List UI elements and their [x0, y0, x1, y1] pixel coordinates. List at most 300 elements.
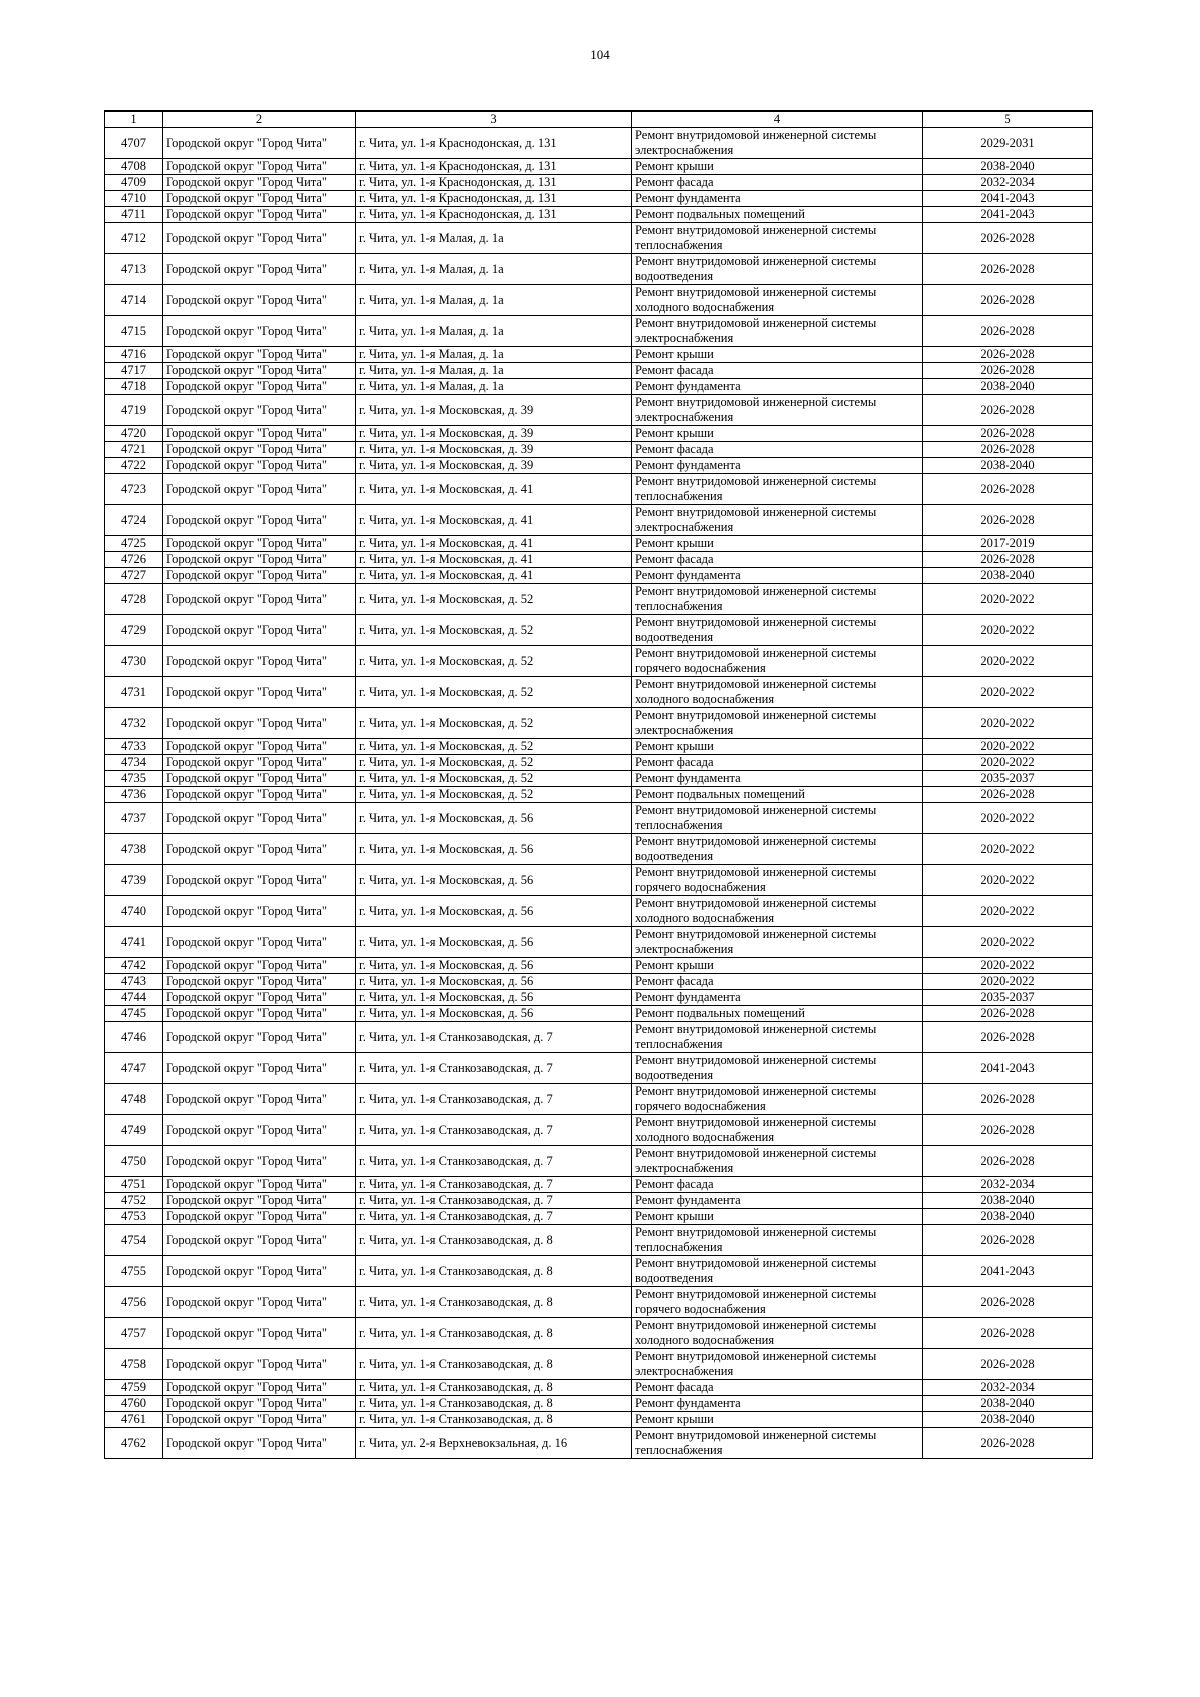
- row-number-cell: 4754: [105, 1225, 163, 1256]
- address-cell: г. Чита, ул. 1-я Станкозаводская, д. 7: [356, 1209, 632, 1225]
- row-number-cell: 4756: [105, 1287, 163, 1318]
- table-row: [105, 426, 1093, 442]
- table-row: [105, 1193, 1093, 1209]
- row-number-cell: 4747: [105, 1053, 163, 1084]
- table-row: [105, 159, 1093, 175]
- period-cell: 2038-2040: [923, 1412, 1093, 1428]
- address-cell: г. Чита, ул. 1-я Московская, д. 56: [356, 974, 632, 990]
- table-row: [105, 1318, 1093, 1349]
- work-type-cell: Ремонт внутридомовой инженерной системы электроснабжения: [632, 708, 923, 739]
- table-row: [105, 347, 1093, 363]
- table-row: [105, 191, 1093, 207]
- row-number-cell: 4751: [105, 1177, 163, 1193]
- municipality-cell: Городской округ "Город Чита": [163, 1287, 356, 1318]
- period-cell: 2020-2022: [923, 927, 1093, 958]
- table-row: [105, 646, 1093, 677]
- row-number-cell: 4762: [105, 1428, 163, 1459]
- work-type-cell: Ремонт фундамента: [632, 1193, 923, 1209]
- period-cell: 2026-2028: [923, 1146, 1093, 1177]
- work-type-cell: Ремонт крыши: [632, 958, 923, 974]
- row-number-cell: 4729: [105, 615, 163, 646]
- address-cell: г. Чита, ул. 1-я Московская, д. 41: [356, 552, 632, 568]
- row-number-cell: 4760: [105, 1396, 163, 1412]
- period-cell: 2026-2028: [923, 1084, 1093, 1115]
- municipality-cell: Городской округ "Город Чита": [163, 347, 356, 363]
- municipality-cell: Городской округ "Город Чита": [163, 159, 356, 175]
- period-cell: 2026-2028: [923, 787, 1093, 803]
- work-type-cell: Ремонт фундамента: [632, 771, 923, 787]
- table-row: [105, 474, 1093, 505]
- work-type-cell: Ремонт фундамента: [632, 379, 923, 395]
- table-row: [105, 1380, 1093, 1396]
- period-cell: 2032-2034: [923, 1177, 1093, 1193]
- address-cell: г. Чита, ул. 1-я Краснодонская, д. 131: [356, 128, 632, 159]
- period-cell: 2026-2028: [923, 395, 1093, 426]
- period-cell: 2020-2022: [923, 739, 1093, 755]
- work-type-cell: Ремонт внутридомовой инженерной системы теплоснабжения: [632, 1428, 923, 1459]
- column-header: 5: [923, 111, 1093, 128]
- work-type-cell: Ремонт внутридомовой инженерной системы электроснабжения: [632, 505, 923, 536]
- municipality-cell: Городской округ "Город Чита": [163, 1256, 356, 1287]
- period-cell: 2020-2022: [923, 834, 1093, 865]
- municipality-cell: Городской округ "Город Чита": [163, 755, 356, 771]
- period-cell: 2026-2028: [923, 1225, 1093, 1256]
- row-number-cell: 4742: [105, 958, 163, 974]
- table-row: [105, 1349, 1093, 1380]
- address-cell: г. Чита, ул. 1-я Московская, д. 56: [356, 990, 632, 1006]
- municipality-cell: Городской округ "Город Чита": [163, 708, 356, 739]
- period-cell: 2020-2022: [923, 974, 1093, 990]
- period-cell: 2026-2028: [923, 1318, 1093, 1349]
- table-row: [105, 927, 1093, 958]
- municipality-cell: Городской округ "Город Чита": [163, 990, 356, 1006]
- period-cell: 2026-2028: [923, 1022, 1093, 1053]
- work-type-cell: Ремонт фундамента: [632, 191, 923, 207]
- address-cell: г. Чита, ул. 1-я Московская, д. 56: [356, 834, 632, 865]
- municipality-cell: Городской округ "Город Чита": [163, 974, 356, 990]
- municipality-cell: Городской округ "Город Чита": [163, 568, 356, 584]
- table-row: [105, 128, 1093, 159]
- period-cell: 2026-2028: [923, 1006, 1093, 1022]
- address-cell: г. Чита, ул. 1-я Малая, д. 1а: [356, 363, 632, 379]
- address-cell: г. Чита, ул. 1-я Станкозаводская, д. 8: [356, 1349, 632, 1380]
- table-row: [105, 207, 1093, 223]
- table-row: [105, 1412, 1093, 1428]
- municipality-cell: Городской округ "Город Чита": [163, 927, 356, 958]
- period-cell: 2020-2022: [923, 865, 1093, 896]
- table-row: [105, 505, 1093, 536]
- table-row: [105, 958, 1093, 974]
- row-number-cell: 4757: [105, 1318, 163, 1349]
- row-number-cell: 4725: [105, 536, 163, 552]
- municipality-cell: Городской округ "Город Чита": [163, 584, 356, 615]
- table-row: [105, 254, 1093, 285]
- row-number-cell: 4730: [105, 646, 163, 677]
- table-row: [105, 974, 1093, 990]
- municipality-cell: Городской округ "Город Чита": [163, 379, 356, 395]
- municipality-cell: Городской округ "Город Чита": [163, 615, 356, 646]
- row-number-cell: 4761: [105, 1412, 163, 1428]
- page-number: 104: [590, 47, 610, 62]
- work-type-cell: Ремонт внутридомовой инженерной системы холодного водоснабжения: [632, 896, 923, 927]
- municipality-cell: Городской округ "Город Чита": [163, 1115, 356, 1146]
- municipality-cell: Городской округ "Город Чита": [163, 1428, 356, 1459]
- address-cell: г. Чита, ул. 1-я Малая, д. 1а: [356, 347, 632, 363]
- address-cell: г. Чита, ул. 1-я Московская, д. 41: [356, 474, 632, 505]
- work-type-cell: Ремонт внутридомовой инженерной системы холодного водоснабжения: [632, 677, 923, 708]
- municipality-cell: Городской округ "Город Чита": [163, 1053, 356, 1084]
- address-cell: г. Чита, ул. 1-я Московская, д. 52: [356, 646, 632, 677]
- period-cell: 2020-2022: [923, 803, 1093, 834]
- work-type-cell: Ремонт крыши: [632, 426, 923, 442]
- table-row: [105, 536, 1093, 552]
- row-number-cell: 4715: [105, 316, 163, 347]
- table-row: [105, 552, 1093, 568]
- row-number-cell: 4707: [105, 128, 163, 159]
- row-number-cell: 4750: [105, 1146, 163, 1177]
- work-type-cell: Ремонт фасада: [632, 1177, 923, 1193]
- table-row: [105, 990, 1093, 1006]
- work-type-cell: Ремонт внутридомовой инженерной системы электроснабжения: [632, 316, 923, 347]
- address-cell: г. Чита, ул. 1-я Московская, д. 52: [356, 677, 632, 708]
- address-cell: г. Чита, ул. 1-я Краснодонская, д. 131: [356, 207, 632, 223]
- work-type-cell: Ремонт фасада: [632, 755, 923, 771]
- table-row: [105, 1428, 1093, 1459]
- address-cell: г. Чита, ул. 1-я Московская, д. 56: [356, 896, 632, 927]
- period-cell: 2038-2040: [923, 1193, 1093, 1209]
- row-number-cell: 4728: [105, 584, 163, 615]
- column-header: 3: [356, 111, 632, 128]
- table-row: [105, 803, 1093, 834]
- work-type-cell: Ремонт фундамента: [632, 1396, 923, 1412]
- municipality-cell: Городской округ "Город Чита": [163, 865, 356, 896]
- period-cell: 2020-2022: [923, 584, 1093, 615]
- address-cell: г. Чита, ул. 1-я Московская, д. 52: [356, 584, 632, 615]
- row-number-cell: 4722: [105, 458, 163, 474]
- address-cell: г. Чита, ул. 1-я Московская, д. 39: [356, 395, 632, 426]
- address-cell: г. Чита, ул. 1-я Московская, д. 39: [356, 458, 632, 474]
- municipality-cell: Городской округ "Город Чита": [163, 536, 356, 552]
- period-cell: 2026-2028: [923, 254, 1093, 285]
- period-cell: 2038-2040: [923, 379, 1093, 395]
- table-row: [105, 1225, 1093, 1256]
- row-number-cell: 4746: [105, 1022, 163, 1053]
- period-cell: 2035-2037: [923, 771, 1093, 787]
- period-cell: 2032-2034: [923, 175, 1093, 191]
- table-row: [105, 442, 1093, 458]
- row-number-cell: 4721: [105, 442, 163, 458]
- work-type-cell: Ремонт подвальных помещений: [632, 1006, 923, 1022]
- table-row: [105, 896, 1093, 927]
- table-row: [105, 379, 1093, 395]
- municipality-cell: Городской округ "Город Чита": [163, 223, 356, 254]
- period-cell: 2020-2022: [923, 896, 1093, 927]
- work-type-cell: Ремонт крыши: [632, 1209, 923, 1225]
- period-cell: 2020-2022: [923, 958, 1093, 974]
- period-cell: 2032-2034: [923, 1380, 1093, 1396]
- municipality-cell: Городской округ "Город Чита": [163, 803, 356, 834]
- column-header: 2: [163, 111, 356, 128]
- table-row: [105, 1115, 1093, 1146]
- period-cell: 2026-2028: [923, 363, 1093, 379]
- period-cell: 2026-2028: [923, 426, 1093, 442]
- table-row: [105, 834, 1093, 865]
- period-cell: 2038-2040: [923, 458, 1093, 474]
- work-type-cell: Ремонт внутридомовой инженерной системы электроснабжения: [632, 395, 923, 426]
- municipality-cell: Городской округ "Город Чита": [163, 1349, 356, 1380]
- work-type-cell: Ремонт внутридомовой инженерной системы электроснабжения: [632, 927, 923, 958]
- work-type-cell: Ремонт внутридомовой инженерной системы электроснабжения: [632, 1146, 923, 1177]
- work-type-cell: Ремонт внутридомовой инженерной системы горячего водоснабжения: [632, 865, 923, 896]
- work-type-cell: Ремонт внутридомовой инженерной системы теплоснабжения: [632, 1225, 923, 1256]
- column-header: 1: [105, 111, 163, 128]
- repair-schedule-table: [104, 110, 1093, 1459]
- address-cell: г. Чита, ул. 1-я Московская, д. 56: [356, 865, 632, 896]
- address-cell: г. Чита, ул. 1-я Московская, д. 52: [356, 615, 632, 646]
- table-row: [105, 363, 1093, 379]
- work-type-cell: Ремонт крыши: [632, 159, 923, 175]
- table-row: [105, 458, 1093, 474]
- address-cell: г. Чита, ул. 1-я Московская, д. 56: [356, 803, 632, 834]
- municipality-cell: Городской округ "Город Чита": [163, 1006, 356, 1022]
- work-type-cell: Ремонт внутридомовой инженерной системы водоотведения: [632, 1256, 923, 1287]
- row-number-cell: 4744: [105, 990, 163, 1006]
- period-cell: 2041-2043: [923, 207, 1093, 223]
- period-cell: 2026-2028: [923, 1287, 1093, 1318]
- table-row: [105, 1053, 1093, 1084]
- work-type-cell: Ремонт внутридомовой инженерной системы холодного водоснабжения: [632, 285, 923, 316]
- address-cell: г. Чита, ул. 1-я Московская, д. 52: [356, 708, 632, 739]
- work-type-cell: Ремонт крыши: [632, 1412, 923, 1428]
- work-type-cell: Ремонт внутридомовой инженерной системы холодного водоснабжения: [632, 1115, 923, 1146]
- address-cell: г. Чита, ул. 1-я Станкозаводская, д. 7: [356, 1193, 632, 1209]
- address-cell: г. Чита, ул. 1-я Московская, д. 41: [356, 568, 632, 584]
- municipality-cell: Городской округ "Город Чита": [163, 175, 356, 191]
- municipality-cell: Городской округ "Город Чита": [163, 1396, 356, 1412]
- municipality-cell: Городской округ "Город Чита": [163, 285, 356, 316]
- period-cell: 2020-2022: [923, 615, 1093, 646]
- period-cell: 2026-2028: [923, 1349, 1093, 1380]
- period-cell: 2041-2043: [923, 1256, 1093, 1287]
- row-number-cell: 4737: [105, 803, 163, 834]
- work-type-cell: Ремонт фасада: [632, 552, 923, 568]
- municipality-cell: Городской округ "Город Чита": [163, 1209, 356, 1225]
- row-number-cell: 4711: [105, 207, 163, 223]
- period-cell: 2020-2022: [923, 646, 1093, 677]
- municipality-cell: Городской округ "Город Чита": [163, 739, 356, 755]
- table-row: [105, 285, 1093, 316]
- address-cell: г. Чита, ул. 1-я Краснодонская, д. 131: [356, 191, 632, 207]
- municipality-cell: Городской округ "Город Чита": [163, 207, 356, 223]
- table-row: [105, 787, 1093, 803]
- address-cell: г. Чита, ул. 1-я Московская, д. 52: [356, 771, 632, 787]
- municipality-cell: Городской округ "Город Чита": [163, 442, 356, 458]
- address-cell: г. Чита, ул. 1-я Малая, д. 1а: [356, 379, 632, 395]
- municipality-cell: Городской округ "Город Чита": [163, 316, 356, 347]
- work-type-cell: Ремонт фасада: [632, 175, 923, 191]
- address-cell: г. Чита, ул. 1-я Станкозаводская, д. 7: [356, 1053, 632, 1084]
- address-cell: г. Чита, ул. 1-я Московская, д. 52: [356, 755, 632, 771]
- address-cell: г. Чита, ул. 1-я Станкозаводская, д. 8: [356, 1396, 632, 1412]
- work-type-cell: Ремонт внутридомовой инженерной системы водоотведения: [632, 834, 923, 865]
- table-row: [105, 584, 1093, 615]
- row-number-cell: 4719: [105, 395, 163, 426]
- address-cell: г. Чита, ул. 1-я Московская, д. 52: [356, 787, 632, 803]
- table-row: [105, 1006, 1093, 1022]
- work-type-cell: Ремонт подвальных помещений: [632, 207, 923, 223]
- work-type-cell: Ремонт крыши: [632, 347, 923, 363]
- work-type-cell: Ремонт крыши: [632, 536, 923, 552]
- municipality-cell: Городской округ "Город Чита": [163, 1412, 356, 1428]
- municipality-cell: Городской округ "Город Чита": [163, 1022, 356, 1053]
- table-row: [105, 223, 1093, 254]
- address-cell: г. Чита, ул. 1-я Московская, д. 56: [356, 958, 632, 974]
- municipality-cell: Городской округ "Город Чита": [163, 958, 356, 974]
- period-cell: 2026-2028: [923, 1428, 1093, 1459]
- municipality-cell: Городской округ "Город Чита": [163, 646, 356, 677]
- address-cell: г. Чита, ул. 1-я Станкозаводская, д. 8: [356, 1318, 632, 1349]
- row-number-cell: 4717: [105, 363, 163, 379]
- table-row: [105, 1209, 1093, 1225]
- address-cell: г. Чита, ул. 1-я Московская, д. 41: [356, 536, 632, 552]
- period-cell: 2026-2028: [923, 474, 1093, 505]
- period-cell: 2026-2028: [923, 347, 1093, 363]
- municipality-cell: Городской округ "Город Чита": [163, 254, 356, 285]
- address-cell: г. Чита, ул. 1-я Московская, д. 56: [356, 1006, 632, 1022]
- row-number-cell: 4716: [105, 347, 163, 363]
- table-row: [105, 1084, 1093, 1115]
- work-type-cell: Ремонт фасада: [632, 442, 923, 458]
- table-body: [105, 128, 1093, 1459]
- row-number-cell: 4710: [105, 191, 163, 207]
- row-number-cell: 4752: [105, 1193, 163, 1209]
- period-cell: 2020-2022: [923, 755, 1093, 771]
- address-cell: г. Чита, ул. 1-я Московская, д. 39: [356, 442, 632, 458]
- work-type-cell: Ремонт внутридомовой инженерной системы горячего водоснабжения: [632, 1084, 923, 1115]
- address-cell: г. Чита, ул. 1-я Станкозаводская, д. 7: [356, 1177, 632, 1193]
- table-row: [105, 615, 1093, 646]
- column-header: 4: [632, 111, 923, 128]
- address-cell: г. Чита, ул. 1-я Краснодонская, д. 131: [356, 159, 632, 175]
- table-row: [105, 395, 1093, 426]
- address-cell: г. Чита, ул. 1-я Малая, д. 1а: [356, 285, 632, 316]
- work-type-cell: Ремонт фасада: [632, 974, 923, 990]
- period-cell: 2035-2037: [923, 990, 1093, 1006]
- row-number-cell: 4735: [105, 771, 163, 787]
- row-number-cell: 4732: [105, 708, 163, 739]
- address-cell: г. Чита, ул. 1-я Станкозаводская, д. 8: [356, 1225, 632, 1256]
- table-row: [105, 316, 1093, 347]
- work-type-cell: Ремонт внутридомовой инженерной системы теплоснабжения: [632, 474, 923, 505]
- municipality-cell: Городской округ "Город Чита": [163, 191, 356, 207]
- work-type-cell: Ремонт крыши: [632, 739, 923, 755]
- address-cell: г. Чита, ул. 1-я Краснодонская, д. 131: [356, 175, 632, 191]
- row-number-cell: 4713: [105, 254, 163, 285]
- table-row: [105, 1022, 1093, 1053]
- municipality-cell: Городской округ "Город Чита": [163, 834, 356, 865]
- table-row: [105, 568, 1093, 584]
- row-number-cell: 4740: [105, 896, 163, 927]
- work-type-cell: Ремонт внутридомовой инженерной системы водоотведения: [632, 615, 923, 646]
- work-type-cell: Ремонт внутридомовой инженерной системы теплоснабжения: [632, 584, 923, 615]
- row-number-cell: 4758: [105, 1349, 163, 1380]
- row-number-cell: 4723: [105, 474, 163, 505]
- work-type-cell: Ремонт внутридомовой инженерной системы водоотведения: [632, 1053, 923, 1084]
- row-number-cell: 4709: [105, 175, 163, 191]
- municipality-cell: Городской округ "Город Чита": [163, 677, 356, 708]
- row-number-cell: 4743: [105, 974, 163, 990]
- row-number-cell: 4734: [105, 755, 163, 771]
- period-cell: 2026-2028: [923, 223, 1093, 254]
- column-number-row: [105, 111, 1093, 128]
- period-cell: 2026-2028: [923, 316, 1093, 347]
- work-type-cell: Ремонт внутридомовой инженерной системы горячего водоснабжения: [632, 646, 923, 677]
- period-cell: 2020-2022: [923, 677, 1093, 708]
- row-number-cell: 4726: [105, 552, 163, 568]
- work-type-cell: Ремонт внутридомовой инженерной системы теплоснабжения: [632, 803, 923, 834]
- period-cell: 2026-2028: [923, 285, 1093, 316]
- work-type-cell: Ремонт фундамента: [632, 568, 923, 584]
- municipality-cell: Городской округ "Город Чита": [163, 1084, 356, 1115]
- address-cell: г. Чита, ул. 1-я Малая, д. 1а: [356, 254, 632, 285]
- municipality-cell: Городской округ "Город Чита": [163, 128, 356, 159]
- row-number-cell: 4745: [105, 1006, 163, 1022]
- address-cell: г. Чита, ул. 1-я Московская, д. 56: [356, 927, 632, 958]
- address-cell: г. Чита, ул. 1-я Станкозаводская, д. 7: [356, 1084, 632, 1115]
- period-cell: 2026-2028: [923, 1115, 1093, 1146]
- row-number-cell: 4759: [105, 1380, 163, 1396]
- period-cell: 2038-2040: [923, 159, 1093, 175]
- address-cell: г. Чита, ул. 1-я Московская, д. 52: [356, 739, 632, 755]
- table-row: [105, 1287, 1093, 1318]
- table-row: [105, 1396, 1093, 1412]
- work-type-cell: Ремонт внутридомовой инженерной системы электроснабжения: [632, 1349, 923, 1380]
- work-type-cell: Ремонт внутридомовой инженерной системы горячего водоснабжения: [632, 1287, 923, 1318]
- row-number-cell: 4712: [105, 223, 163, 254]
- table-row: [105, 1177, 1093, 1193]
- address-cell: г. Чита, ул. 1-я Московская, д. 41: [356, 505, 632, 536]
- address-cell: г. Чита, ул. 1-я Станкозаводская, д. 7: [356, 1115, 632, 1146]
- row-number-cell: 4736: [105, 787, 163, 803]
- work-type-cell: Ремонт внутридомовой инженерной системы теплоснабжения: [632, 1022, 923, 1053]
- municipality-cell: Городской округ "Город Чита": [163, 896, 356, 927]
- period-cell: 2041-2043: [923, 191, 1093, 207]
- table-row: [105, 1146, 1093, 1177]
- row-number-cell: 4731: [105, 677, 163, 708]
- municipality-cell: Городской округ "Город Чита": [163, 458, 356, 474]
- municipality-cell: Городской округ "Город Чита": [163, 771, 356, 787]
- municipality-cell: Городской округ "Город Чита": [163, 474, 356, 505]
- table-row: [105, 755, 1093, 771]
- municipality-cell: Городской округ "Город Чита": [163, 1193, 356, 1209]
- municipality-cell: Городской округ "Город Чита": [163, 363, 356, 379]
- period-cell: 2038-2040: [923, 1396, 1093, 1412]
- address-cell: г. Чита, ул. 1-я Станкозаводская, д. 8: [356, 1256, 632, 1287]
- row-number-cell: 4748: [105, 1084, 163, 1115]
- period-cell: 2038-2040: [923, 568, 1093, 584]
- period-cell: 2020-2022: [923, 708, 1093, 739]
- period-cell: 2026-2028: [923, 505, 1093, 536]
- municipality-cell: Городской округ "Город Чита": [163, 1146, 356, 1177]
- address-cell: г. Чита, ул. 1-я Малая, д. 1а: [356, 223, 632, 254]
- municipality-cell: Городской округ "Город Чита": [163, 395, 356, 426]
- row-number-cell: 4749: [105, 1115, 163, 1146]
- address-cell: г. Чита, ул. 1-я Станкозаводская, д. 8: [356, 1380, 632, 1396]
- work-type-cell: Ремонт подвальных помещений: [632, 787, 923, 803]
- row-number-cell: 4753: [105, 1209, 163, 1225]
- work-type-cell: Ремонт фундамента: [632, 990, 923, 1006]
- address-cell: г. Чита, ул. 1-я Малая, д. 1а: [356, 316, 632, 347]
